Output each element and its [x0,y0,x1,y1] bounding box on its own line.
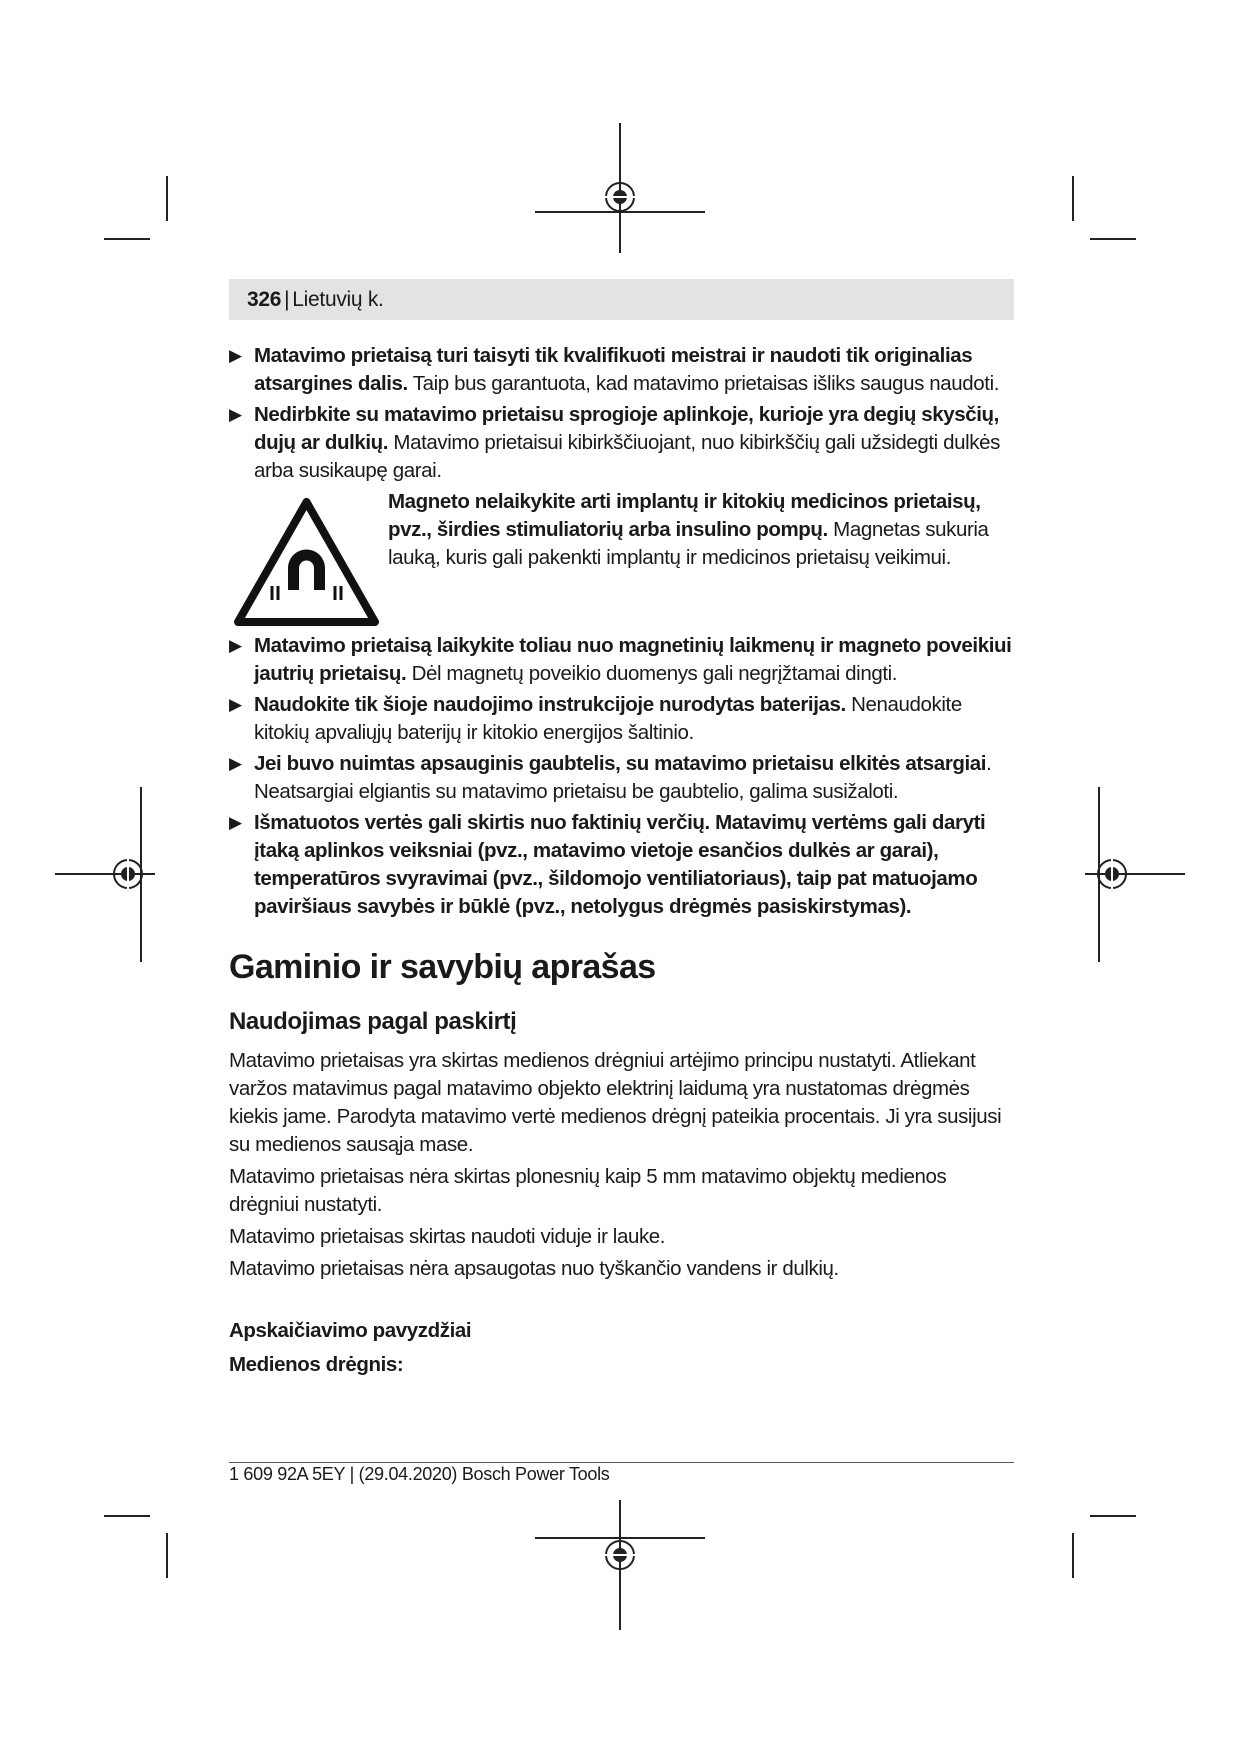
safety-item [229,632,1016,688]
safety-item-text: . Neatsargiai elgiantis su matavimo prietaisu be gaubtelio, galima susižaloti. [254,752,992,803]
bullet-triangle-icon: ▶ [229,695,242,714]
safety-item-text: Nenaudokite kitokių apvaliųjų baterijų ir kitokio energijos šaltinio. [254,693,962,744]
section-title: Gaminio ir savybių aprašas [229,948,656,986]
magnet-warning [229,488,1016,630]
section-subtitle: Naudojimas pagal paskirtį [229,1008,517,1035]
footer-rule [229,1462,1014,1463]
safety-item [229,750,1016,806]
bullet-triangle-icon: ▶ [229,754,242,773]
magnet-warning-icon [234,498,379,626]
registration-mark-icon [530,123,710,253]
safety-item-bold: Jei buvo nuimtas apsauginis gaubtelis, su matavimo prietaisu elkitės atsargiai [254,752,987,775]
body-paragraph: Matavimo prietaisas yra skirtas medienos drėgniui artėjimo principu nustatyti. Atliekant varžos matavimus pagal matavimo objekto elektrinį laidumą yra nustatomas drėgmės kiekis jame. Parodyta matavimo vertė medienos drėgnį pateikia procentais. Ji yra susijusi su medienos sausąja mase. [229,1049,1002,1156]
registration-mark-icon [50,787,160,962]
body-paragraph: Matavimo prietaisas skirtas naudoti viduje ir lauke. [229,1225,666,1248]
examples-heading: Apskaičiavimo pavyzdžiai [229,1319,472,1342]
safety-item [229,401,1016,485]
safety-item-bold: Naudokite tik šioje naudojimo instrukcijoje nurodytas baterijas. [254,693,846,716]
examples-subheading: Medienos drėgnis: [229,1353,404,1376]
page-number: 326 [247,288,282,311]
magnet-warning-body: Magnetas sukuria lauką, kuris gali pakenkti implantų ir medicinos prietaisų veikimui. [388,518,989,569]
registration-mark-icon [530,1500,710,1630]
safety-item-bold: Matavimo prietaisą laikykite toliau nuo magnetinių laikmenų ir magneto poveikiui jautrių prietaisų. [254,634,1012,685]
safety-item-bold: Matavimo prietaisą turi taisyti tik kvalifikuoti meistrai ir naudoti tik originalias atsargines dalis. [254,344,973,395]
body-paragraph: Matavimo prietaisas nėra skirtas plonesnių kaip 5 mm matavimo objektų medienos drėgniui nustatyti. [229,1165,947,1216]
page-header [247,288,384,312]
bullet-triangle-icon: ▶ [229,636,242,655]
safety-item-bold: Nedirbkite su matavimo prietaisu sprogioje aplinkoje, kurioje yra degių skysčių, dujų ar dulkių. [254,403,999,454]
header-separator: | [284,288,290,311]
crop-mark [1072,176,1074,221]
registration-mark-icon [1080,787,1190,962]
safety-item-bold: Išmatuotos vertės gali skirtis nuo faktinių verčių. Matavimų vertėms gali daryti įtaką aplinkos veiksniai (pvz., matavimo vietoje esančios dulkės ar garai), temperatūros svyravimai (pvz., šildomojo ventiliatoriaus), taip pat matuojamo paviršiaus savybės ir būklė (pvz., netolygus drėgmės pasiskirstymas). [254,811,986,918]
safety-item-text: Taip bus garantuota, kad matavimo prietaisas išliks saugus naudoti. [407,372,1000,395]
crop-mark [1072,1533,1074,1578]
crop-mark [166,176,168,221]
crop-mark [1090,238,1136,240]
page-content [229,342,1016,1379]
page-footer: 1 609 92A 5EY | (29.04.2020) Bosch Power Tools [229,1464,610,1484]
crop-mark [104,1515,150,1517]
bullet-triangle-icon: ▶ [229,405,242,424]
crop-mark [104,238,150,240]
magnet-warning-text [388,488,1018,572]
safety-item [229,809,1016,921]
bullet-triangle-icon: ▶ [229,346,242,365]
safety-item-text: Matavimo prietaisui kibirkščiuojant, nuo kibirkščių gali užsidegti dulkės arba susikaupę garai. [254,431,1000,482]
magnet-warning-bold: Magneto nelaikykite arti implantų ir kitokių medicinos prietaisų, pvz., širdies stimuliatorių arba insulino pompų. [388,490,981,541]
safety-item [229,342,1016,398]
crop-mark [1090,1515,1136,1517]
header-language: Lietuvių k. [292,288,384,311]
body-paragraph: Matavimo prietaisas nėra apsaugotas nuo tyškančio vandens ir dulkių. [229,1257,839,1280]
safety-item-text: Dėl magnetų poveikio duomenys gali negrįžtamai dingti. [406,662,898,685]
bullet-triangle-icon: ▶ [229,813,242,832]
safety-item [229,691,1016,747]
crop-mark [166,1533,168,1578]
